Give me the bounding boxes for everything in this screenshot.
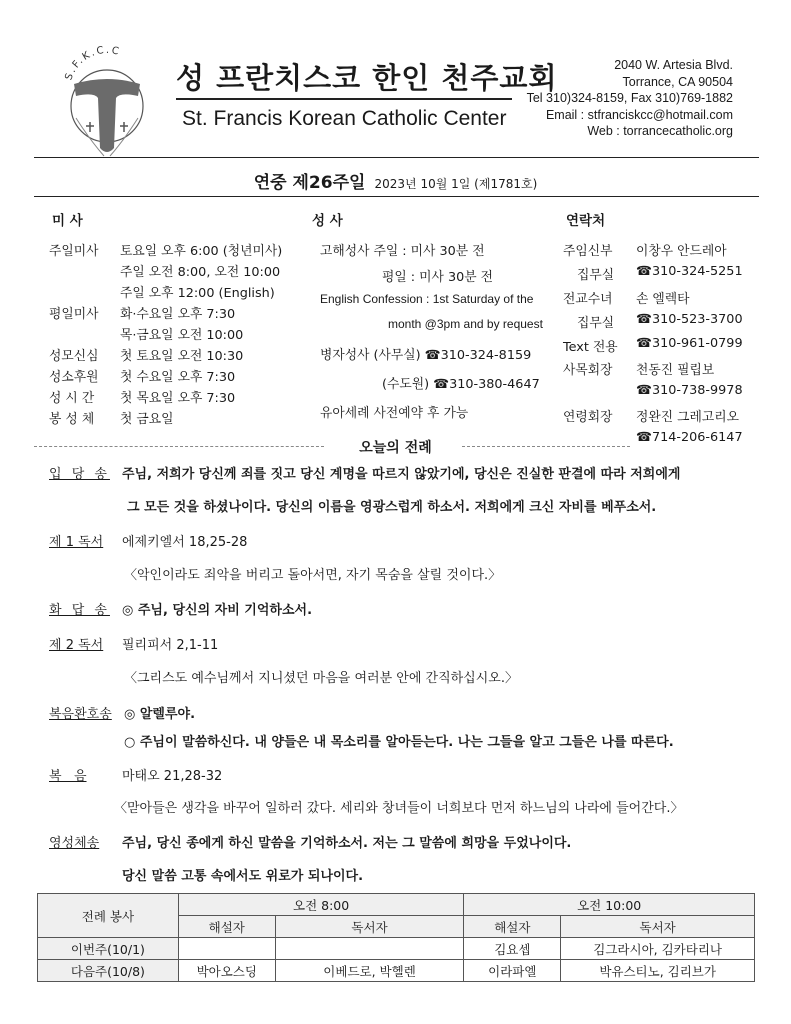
communion-sick-label: 봉 성 체	[49, 412, 95, 427]
sacraments-heading: 성 사	[312, 213, 343, 229]
mass-heading: 미 사	[52, 213, 83, 229]
communion-antiphon-line-2: 당신 말씀 고통 속에서도 위로가 되나이다.	[122, 869, 364, 884]
gospel-acclamation-text: ◎ 알렐루야.	[124, 707, 196, 722]
week-cell: 다음주(10/8)	[38, 960, 179, 982]
anointing-convent: (수도원) ☎310-380-4647	[382, 377, 540, 392]
church-logo	[60, 44, 154, 162]
lector-10-cell: 김그라시아, 김카타리나	[561, 938, 755, 960]
entrance-antiphon-label: 입 당 송	[49, 467, 110, 482]
title-rule	[176, 98, 512, 100]
lector-10-header: 독서자	[561, 916, 755, 938]
first-reading-reference: 에제키엘서 18,25-28	[122, 535, 248, 550]
gospel-acclamation-label: 복음환호송	[49, 707, 112, 722]
funeral-society-phone: ☎714-206-6147	[636, 430, 743, 445]
table-header-row	[38, 894, 755, 916]
sunday-mass-label: 주일미사	[49, 244, 99, 259]
confession-weekday: 평일 : 미사 30분 전	[382, 270, 494, 285]
service-column-title: 전례 봉사	[38, 894, 179, 938]
mass-8am-header: 오전 8:00	[178, 894, 464, 916]
commentator-10-header: 해설자	[464, 916, 561, 938]
pastor-label: 주임신부	[563, 244, 613, 259]
address-line-2: Torrance, CA 90504	[622, 74, 733, 89]
english-confession-line-2: month @3pm and by request	[388, 317, 543, 331]
marian-devotion-value: 첫 토요일 오전 10:30	[120, 349, 244, 364]
lector-10-cell: 박유스티노, 김리브가	[561, 960, 755, 982]
second-reading-summary: 〈그리스도 예수님께서 지니셨던 마음을 여러분 안에 간직하십시오.〉	[124, 671, 518, 686]
first-reading-summary: 〈악인이라도 죄악을 버리고 돌아서면, 자기 목숨을 살릴 것이다.〉	[124, 568, 502, 583]
funeral-society-name: 정완진 그레고리오	[636, 410, 739, 425]
commentator-8-cell	[178, 938, 275, 960]
pastor-name: 이창우 안드레아	[636, 244, 727, 259]
church-title-korean: 성 프란치스코 한인 천주교회	[176, 61, 558, 95]
todays-liturgy-title: 오늘의 전례	[359, 440, 432, 456]
communion-sick-value: 첫 금요일	[120, 412, 174, 427]
communion-antiphon-label: 영성체송	[49, 836, 100, 851]
logo-text: S.F.K.C.C	[63, 44, 122, 82]
mass-10am-header: 오전 10:00	[464, 894, 755, 916]
entrance-antiphon-line-2: 그 모든 것을 하셨나이다. 당신의 이름을 영광스럽게 하소서. 저희에게 크신 자비를 베푸소서.	[127, 500, 657, 515]
liturgy-service-table	[37, 893, 755, 982]
lector-8-cell: 이베드로, 박헬렌	[275, 960, 464, 982]
sister-label: 전교수녀	[563, 292, 613, 307]
confession-sunday: 고해성사 주일 : 미사 30분 전	[320, 244, 485, 259]
weekday-mass-label: 평일미사	[49, 307, 99, 322]
gospel-label: 복 음	[49, 769, 87, 784]
council-president-name: 천동진 필립보	[636, 363, 715, 378]
second-reading-label: 제 2 독서	[49, 638, 104, 653]
issue-divider	[34, 196, 759, 197]
gospel-reference: 마태오 21,28-32	[122, 769, 223, 784]
text-only-phone: ☎310-961-0799	[636, 336, 743, 351]
email-line[interactable]: Email : stfranciskcc@hotmail.com	[545, 107, 733, 122]
funeral-society-label: 연령회장	[563, 410, 613, 425]
infant-baptism: 유아세례 사전예약 후 가능	[320, 406, 469, 421]
text-only-label: Text 전용	[563, 340, 618, 355]
council-president-label: 사목회장	[563, 363, 613, 378]
address-line-1: 2040 W. Artesia Blvd.	[614, 58, 733, 72]
vocation-label: 성소후원	[49, 370, 99, 385]
issue-title: 연중 제26주일	[253, 173, 366, 193]
first-reading-label: 제 1 독서	[49, 535, 104, 550]
week-cell: 이번주(10/1)	[38, 938, 179, 960]
sunday-mass-line-2: 주일 오전 8:00, 오전 10:00	[120, 265, 281, 280]
english-confession-line-1: English Confession : 1st Saturday of the	[320, 292, 534, 306]
second-reading-reference: 필리피서 2,1-11	[122, 638, 219, 653]
issue-date: 2023년 10월 1일 (제1781호)	[374, 177, 538, 191]
sister-office-label: 집무실	[577, 316, 615, 331]
commentator-10-cell: 이라파엘	[464, 960, 561, 982]
vocation-value: 첫 수요일 오후 7:30	[120, 370, 236, 385]
responsorial-psalm-text: ◎ 주님, 당신의 자비 기억하소서.	[122, 603, 313, 618]
communion-antiphon-line-1: 주님, 당신 종에게 하신 말씀을 기억하소서. 저는 그 말씀에 희망을 두었나이다.	[122, 836, 572, 851]
table-row	[38, 960, 755, 982]
council-president-phone: ☎310-738-9978	[636, 383, 743, 398]
church-title-english: St. Francis Korean Catholic Center	[182, 107, 507, 130]
pastor-office-phone: ☎310-324-5251	[636, 264, 743, 279]
entrance-antiphon-line-1: 주님, 저희가 당신께 죄를 짓고 당신 계명을 따르지 않았기에, 당신은 진실한 판결에 따라 저희에게	[122, 467, 681, 482]
commentator-8-header: 해설자	[178, 916, 275, 938]
commentator-8-cell: 박아오스딩	[178, 960, 275, 982]
lector-8-header: 독서자	[275, 916, 464, 938]
holy-hour-label: 성 시 간	[49, 391, 95, 406]
pastor-office-label: 집무실	[577, 268, 615, 283]
web-line[interactable]: Web : torrancecatholic.org	[587, 124, 733, 138]
sister-office-phone: ☎310-523-3700	[636, 312, 743, 327]
anointing-office: 병자성사 (사무실) ☎310-324-8159	[320, 348, 532, 363]
table-row	[38, 938, 755, 960]
sister-name: 손 엘렉타	[636, 292, 690, 307]
header-divider	[34, 157, 759, 158]
weekday-mass-line-1: 화·수요일 오후 7:30	[120, 307, 236, 322]
weekday-mass-line-2: 목·금요일 오전 10:00	[120, 328, 244, 343]
phone-fax-line: Tel 310)324-8159, Fax 310)769-1882	[526, 91, 733, 105]
issue-line	[0, 168, 791, 193]
gospel-acclamation-verse: ○ 주님이 말씀하신다. 내 양들은 내 목소리를 알아듣는다. 나는 그들을 알고 그들은 나를 따른다.	[124, 735, 674, 750]
sunday-mass-line-1: 토요일 오후 6:00 (청년미사)	[120, 244, 283, 259]
commentator-10-cell: 김요셉	[464, 938, 561, 960]
lector-8-cell	[275, 938, 464, 960]
marian-devotion-label: 성모신심	[49, 349, 99, 364]
contact-address-block	[527, 57, 733, 140]
contacts-heading: 연락처	[566, 213, 606, 229]
holy-hour-value: 첫 목요일 오후 7:30	[120, 391, 236, 406]
sunday-mass-line-3: 주일 오후 12:00 (English)	[120, 286, 275, 301]
gospel-summary: 〈맏아들은 생각을 바꾸어 일하러 갔다. 세리와 창녀들이 너희보다 먼저 하느님의 나라에 들어간다.〉	[114, 801, 684, 816]
responsorial-psalm-label: 화 답 송	[49, 603, 110, 618]
